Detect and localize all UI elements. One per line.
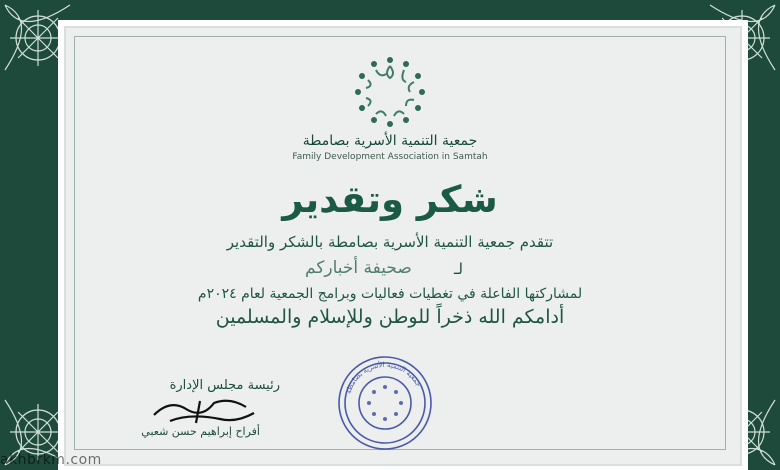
stamp-text: جمعية التنمية الأسرية بصامطة [344,360,423,395]
organization-name-arabic: جمعية التنمية الأسرية بصامطة [302,133,478,149]
handwritten-signature [150,393,260,429]
official-stamp-icon [335,353,435,453]
signatory-name: أفراح إبراهيم حسن شعبي [141,425,260,438]
certificate-title: شكر وتقدير [282,178,498,221]
signatory-title: رئيسة مجلس الإدارة [169,378,280,393]
certificate-blessing-line: أدامكم الله ذخراً للوطن وللإسلام والمسلمين [215,306,565,328]
association-logo-icon [340,48,440,138]
certificate-reason-line: لمشاركتها الفاعلة في تغطيات فعاليات وبرامج الجمعية لعام ٢٠٢٤م [197,286,583,302]
recipient-name: صحيفة أخباركم [305,258,412,278]
site-watermark: akhbrkm.com [0,452,102,468]
certificate-intro-line: تتقدم جمعية التنمية الأسرية بصامطة بالشكر والتقدير [226,233,554,251]
organization-name-english: Family Development Association in Samtah [292,152,488,162]
recipient-prefix: لـ [454,260,463,278]
